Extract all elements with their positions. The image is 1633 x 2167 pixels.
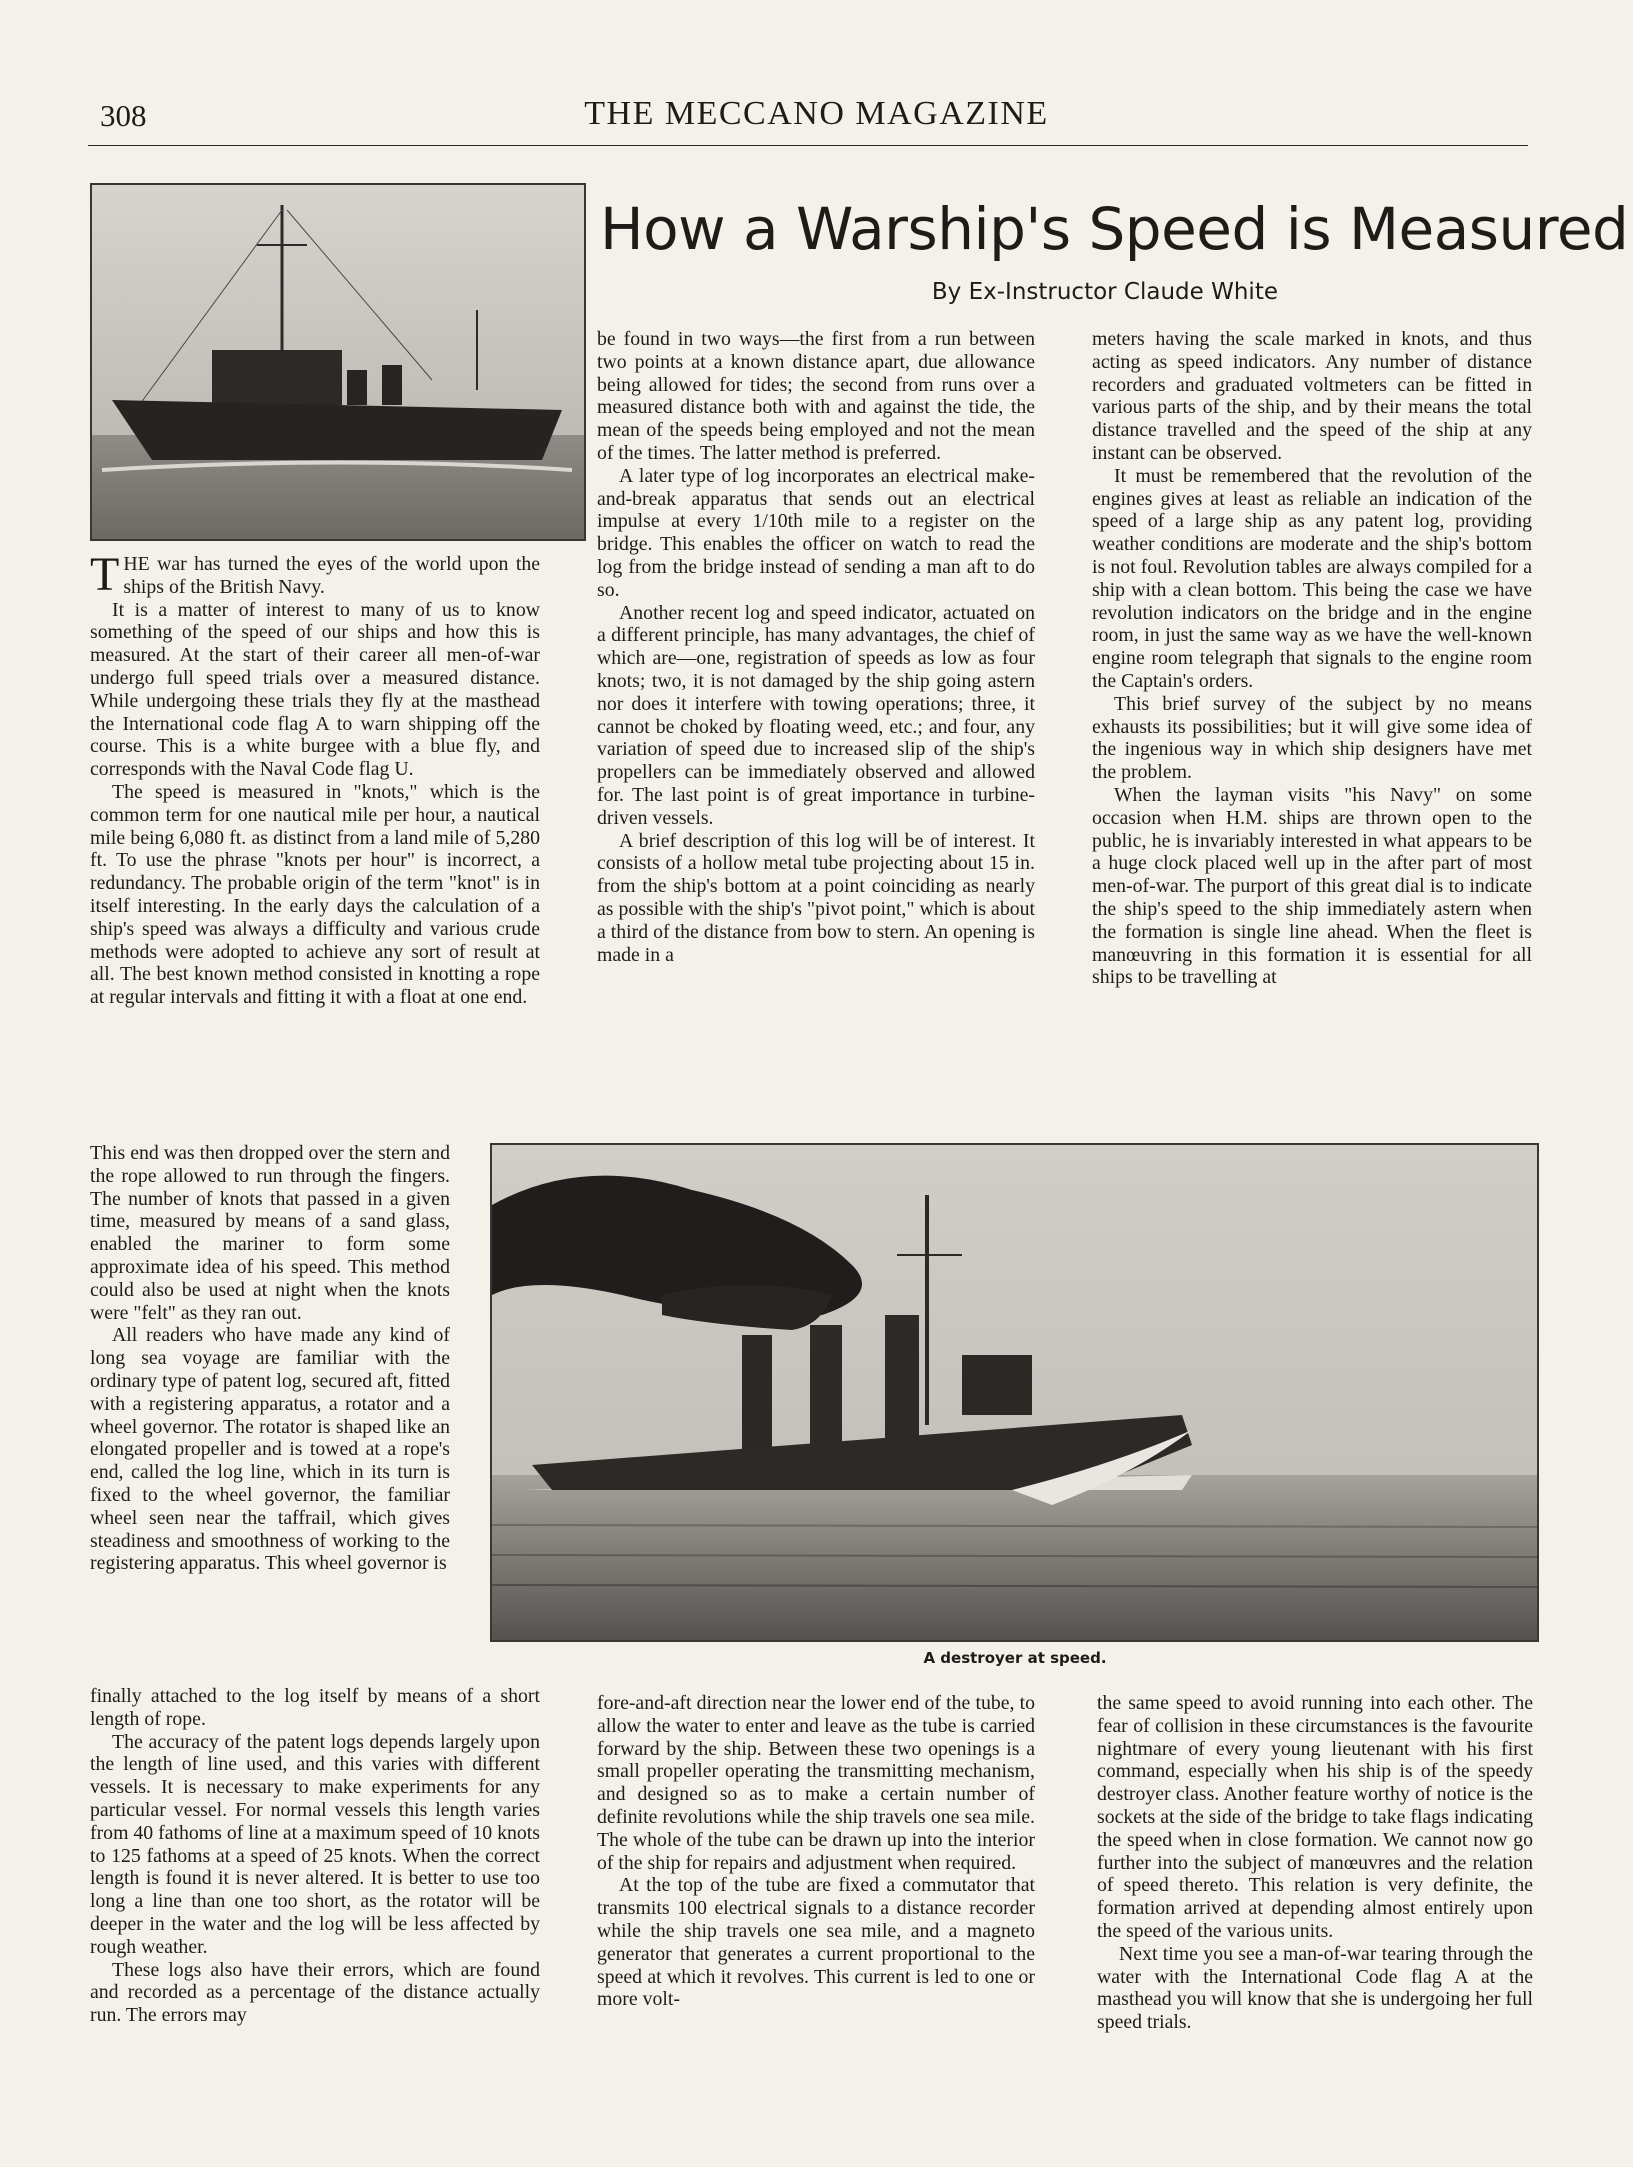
destroyer-photo — [490, 1143, 1539, 1642]
paragraph: A later type of log incorporates an electrical make-and-break apparatus that sends out an electrical impulse at every 1/10th mile to a register on the bridge. This enables the officer on watch to read the log from the bridge instead of sending a man aft to do so. — [597, 464, 1035, 601]
magazine-title: THE MECCANO MAGAZINE — [584, 95, 1049, 132]
paragraph: meters having the scale marked in knots, and thus acting as speed indicators. Any number of distance recorders and graduated voltmeters can be fitted in various parts of the ship, and by their means the total distance travelled and the speed of the ship at any instant can be observed. — [1092, 328, 1532, 464]
paragraph: All readers who have made any kind of long sea voyage are familiar with the ordinary type of patent log, secured aft, fitted with a registering apparatus, a rotator and a wheel governor. The rotator is shaped like an elongated propeller and is towed at a rope's end, called the log line, which in its turn is fixed to the wheel governor, the familiar wheel seen near the taffrail, which gives steadiness and smoothness of working to the registering apparatus. This wheel governor is — [90, 1324, 450, 1575]
column-middle-top — [597, 328, 1035, 966]
photo-caption: A destroyer at speed. — [923, 1649, 1107, 1667]
column-left-bottom — [90, 1685, 540, 2027]
paragraph — [90, 548, 540, 601]
paragraph: Next time you see a man-of-war tearing through the water with the International Code flag A at the masthead you will know that she is undergoing her full speed trials. — [1097, 1942, 1533, 2034]
warship-photo — [90, 183, 586, 541]
header-rule — [88, 145, 1528, 146]
paragraph: The accuracy of the patent logs depends largely upon the length of line used, and this varies with different vessels. It is necessary to make experiments for any particular vessel. For normal vessels this length varies from 40 fathoms of line at a maximum speed of 10 knots to 125 fathoms at a speed of 25 knots. When the correct length is found it is never altered. It is better to use too long a line than one too short, as the rotator will be deeper in the water and the log will be less affected by rough weather. — [90, 1730, 540, 1958]
column-middle-bottom — [597, 1692, 1035, 2011]
paragraph: This end was then dropped over the stern and the rope allowed to run through the fingers. The number of knots that passed in a given time, measured by means of a sand glass, enabled the mariner to form some approximate idea of his speed. This method could also be used at night when the knots were "felt" as they ran out. — [90, 1142, 450, 1324]
paragraph: be found in two ways—the first from a run between two points at a known distance apart, due allowance being allowed for tides; the second from runs over a measured distance both with and against the tide, the mean of the speeds being employed and not the mean of the times. The latter method is preferred. — [597, 328, 1035, 464]
paragraph: This brief survey of the subject by no means exhausts its possibilities; but it will give some idea of the ingenious way in which ship designers have met the problem. — [1092, 692, 1532, 784]
paragraph: It is a matter of interest to many of us to know something of the speed of our ships and how this is measured. At the start of their career all men-of-war undergo full speed trials over a measured distance. While undergoing these trials they fly at the masthead the International code flag A to warn shipping off the course. This is a white burgee with a blue fly, and corresponds with the Naval Code flag U. — [90, 598, 540, 781]
paragraph: It must be remembered that the revolution of the engines gives at least as reliable an indication of the speed of a large ship as any patent log, providing weather conditions are moderate and the ship's bottom is not foul. Revolution tables are always compiled for a ship with a clean bottom. This being the case we have revolution indicators on the bridge and in the engine room, in just the same way as we have the well-known engine room telegraph that signals to the engine room the Captain's orders. — [1092, 464, 1532, 692]
drop-cap: T — [90, 548, 120, 601]
paragraph: At the top of the tube are fixed a commutator that transmits 100 electrical signals to a distance recorder while the ship travels one sea mile, and a magneto generator that generates a current proportional to the speed at which it revolves. This current is led to one or more volt- — [597, 1874, 1035, 2011]
column-right-top — [1092, 328, 1532, 989]
paragraph: Another recent log and speed indicator, actuated on a different principle, has many advantages, the chief of which are—one, registration of speeds as low as four knots; two, it is not damaged by the ship going astern nor does it interfere with towing operations; three, it cannot be choked by floating weed, etc.; and four, any variation of speed due to increased slip of the ship's propellers can be immediately observed and allowed for. The last point is of great importance in turbine-driven vessels. — [597, 601, 1035, 829]
column-left-narrow — [90, 1142, 450, 1575]
paragraph: The speed is measured in "knots," which is the common term for one nautical mile per hour, a nautical mile being 6,080 ft. as distinct from a land mile of 5,280 ft. To use the phrase "knots per hour" is incorrect, a redundancy. The probable origin of the term "knot" is in itself interesting. In the early days the calculation of a ship's speed was always a difficulty and various crude methods were adopted to achieve any sort of result at all. The best known method consisted in knotting a rope at regular intervals and fitting it with a float at one end. — [90, 780, 540, 1009]
paragraph: the same speed to avoid running into each other. The fear of collision in these circumstances is the favourite nightmare of every young lieutenant with his first command, especially when his ship is of the speedy destroyer class. Another feature worthy of notice is the sockets at the side of the bridge to take flags indicating the speed when in close formation. We cannot now go further into the subject of manœuvres and the relation of speed thereto. This relation is very definite, the formation arrived at depending almost entirely upon the speed of the various units. — [1097, 1692, 1533, 1942]
page-number: 308 — [100, 98, 147, 133]
byline: By Ex-Instructor Claude White — [931, 279, 1278, 305]
paragraph: fore-and-aft direction near the lower end of the tube, to allow the water to enter and leave as the tube is carried forward by the ship. Between these two openings is a small propeller operating the transmitting mechanism, and designed so as to make a certain number of definite revolutions while the ship travels one sea mile. The whole of the tube can be drawn up into the interior of the ship for repairs and adjustment when required. — [597, 1692, 1035, 1874]
column-left-top — [90, 548, 540, 1009]
paragraph-text: HE war has turned the eyes of the world upon the ships of the British Navy. — [123, 553, 540, 598]
paragraph: finally attached to the log itself by means of a short length of rope. — [90, 1685, 540, 1730]
paragraph: When the layman visits "his Navy" on some occasion when H.M. ships are thrown open to the public, he is invariably interested in what appears to be a huge clock placed well up in the after part of most men-of-war. The purport of this great dial is to indicate the ship's speed to the ship immediately astern when the formation is single line ahead. When the fleet is manœuvring in this formation it is essential for all ships to be travelling at — [1092, 783, 1532, 989]
column-right-bottom — [1097, 1692, 1533, 2034]
paragraph: A brief description of this log will be of interest. It consists of a hollow metal tube projecting about 15 in. from the ship's bottom at a point coinciding as nearly as possible with the ship's "pivot point," which is about a third of the distance from bow to stern. An opening is made in a — [597, 829, 1035, 966]
paragraph: These logs also have their errors, which are found and recorded as a percentage of the distance actually run. The errors may — [90, 1958, 540, 2027]
article-title: How a Warship's Speed is Measured — [600, 195, 1629, 263]
